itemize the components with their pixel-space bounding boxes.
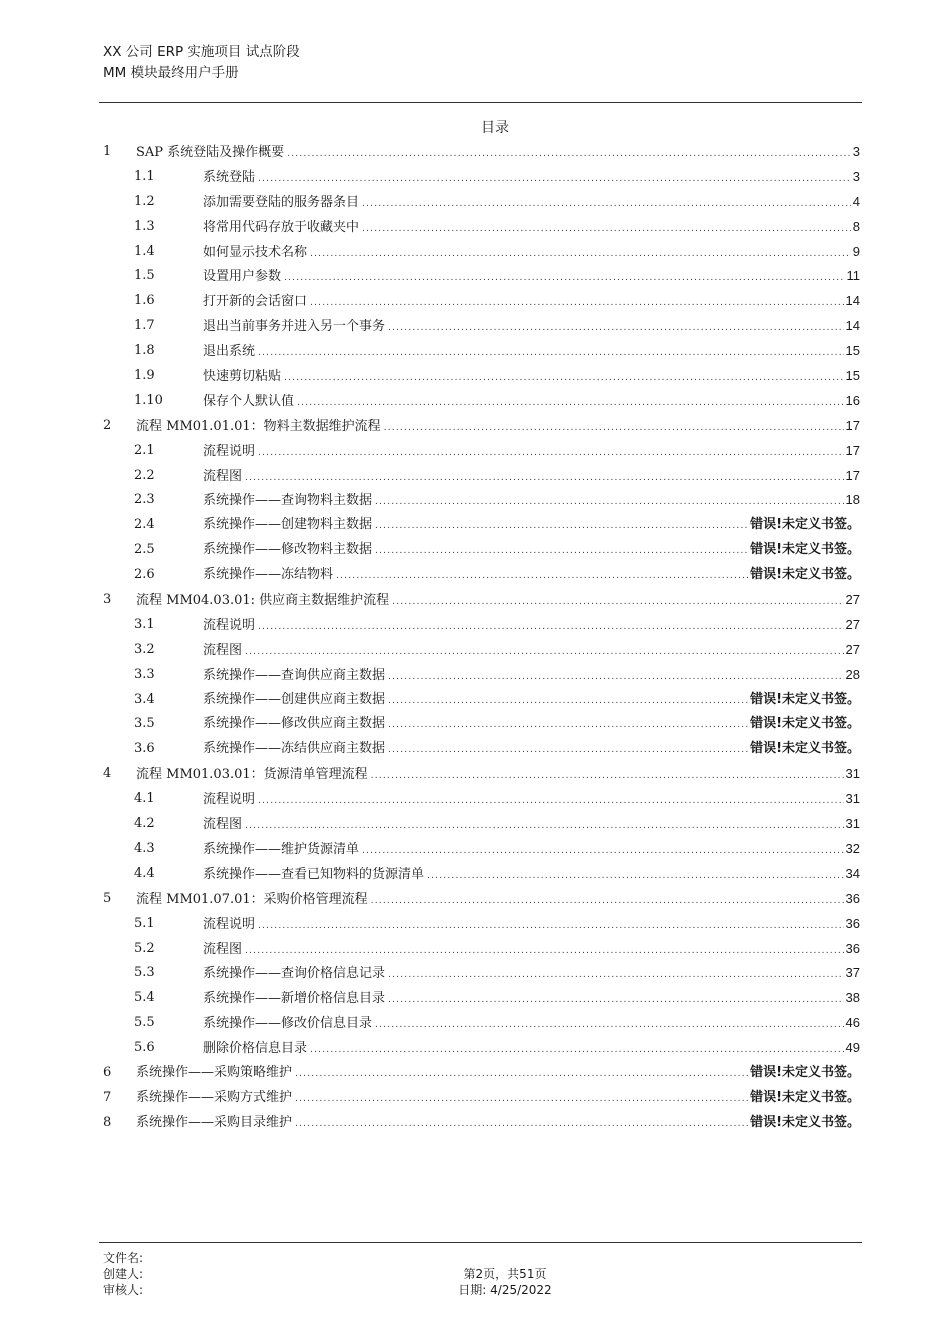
toc-dot-leader: [388, 713, 748, 738]
toc-entry-page: 3: [852, 168, 860, 184]
toc-entry-bookmark-error: 错误!未定义书签。: [750, 517, 860, 533]
toc-entry-line: [203, 937, 860, 964]
toc-entry-page: 46: [845, 1015, 860, 1031]
toc-entry-number: 2: [103, 417, 112, 433]
toc-entry[interactable]: [103, 912, 860, 937]
toc-entry-title: 系统操作——查看已知物料的货源清单: [203, 866, 425, 882]
toc-entry-line: [203, 638, 860, 665]
toc-entry-title: 系统操作——创建供应商主数据: [203, 691, 386, 707]
toc-entry-page: 32: [845, 840, 860, 856]
toc-entry-number: 1.1: [134, 168, 155, 184]
toc-entry-title: 系统操作——新增价格信息目录: [203, 991, 386, 1007]
toc-entry-page: 9: [852, 243, 860, 259]
toc-entry-line: [203, 364, 860, 391]
toc-entry-bookmark-error: 错误!未定义书签。: [750, 741, 860, 757]
toc-entry-page: 16: [845, 392, 860, 408]
toc-dot-leader: [388, 738, 748, 763]
footer-page-info-block: [430, 1266, 580, 1298]
toc-dot-leader: [258, 341, 844, 366]
page-header: [103, 42, 300, 84]
toc-entry-line: [203, 986, 860, 1013]
toc-entry[interactable]: [103, 887, 860, 912]
toc-entry-line: [203, 165, 860, 192]
toc-dot-leader: [388, 316, 844, 341]
toc-dot-leader: [245, 466, 844, 491]
toc-entry-number: 4.1: [134, 791, 155, 807]
toc-dot-leader: [362, 192, 851, 217]
toc-entry-number: 3.3: [134, 666, 155, 682]
toc-entry[interactable]: [103, 289, 860, 314]
toc-entry-line: [203, 240, 860, 267]
toc-entry-number: 4.2: [134, 816, 155, 832]
toc-entry-line: [136, 762, 860, 789]
toc-entry-page: 18: [845, 492, 860, 508]
toc-dot-leader: [375, 490, 844, 515]
toc-entry-number: 1: [103, 144, 112, 159]
toc-entry-bookmark-error: 错误!未定义书签。: [750, 691, 860, 707]
toc-entry-number: 3.6: [134, 741, 155, 757]
toc-entry-title: 流程 MM01.07.01：采购价格管理流程: [136, 891, 368, 907]
toc-entry[interactable]: [103, 638, 860, 663]
toc-entry-page: 15: [845, 343, 860, 359]
toc-entry[interactable]: [103, 986, 860, 1011]
toc-entry-title: 系统登陆: [203, 169, 256, 185]
toc-entry-line: [203, 215, 860, 242]
toc-entry-line: [136, 1061, 860, 1087]
toc-dot-leader: [245, 939, 844, 964]
toc-entry-title: 退出系统: [203, 344, 256, 360]
toc-entry[interactable]: [103, 439, 860, 464]
toc-dot-leader: [310, 291, 844, 316]
toc-dot-leader: [245, 814, 844, 839]
toc-entry-number: 1.9: [134, 368, 155, 384]
toc-entry-page: 31: [845, 766, 860, 782]
toc-entry-number: 5.6: [134, 1040, 155, 1056]
toc-dot-leader: [384, 416, 844, 441]
toc-dot-leader: [258, 615, 844, 640]
toc-entry[interactable]: [103, 190, 860, 215]
toc-entry[interactable]: [103, 613, 860, 638]
toc-entry-bookmark-error: 错误!未定义书签。: [750, 716, 860, 732]
toc-entry[interactable]: [103, 264, 860, 289]
toc-entry-bookmark-error: 错误!未定义书签。: [750, 1089, 860, 1105]
toc-entry-number: 2.5: [134, 542, 155, 558]
toc-entry-line: [203, 862, 860, 889]
toc-dot-leader: [310, 1038, 844, 1063]
toc-dot-leader: [258, 914, 844, 939]
toc-entry-title: SAP 系统登陆及操作概要: [136, 145, 285, 160]
footer-file-name: 文件名:: [103, 1251, 144, 1265]
toc-entry-page: 31: [845, 791, 860, 807]
toc-dot-leader: [258, 167, 851, 192]
toc-entry-number: 6: [103, 1064, 112, 1080]
page-footer: [103, 1250, 143, 1298]
toc-entry-page: 8: [852, 218, 860, 234]
toc-entry-number: 3: [103, 592, 112, 608]
toc-entry-number: 8: [103, 1114, 112, 1130]
toc-entry-page: 3: [852, 144, 860, 159]
toc-entry-number: 5.4: [134, 990, 155, 1006]
toc-entry-number: 1.6: [134, 293, 155, 309]
toc-entry-page: 15: [845, 368, 860, 384]
toc-entry-page: 36: [845, 890, 860, 906]
toc-entry-bookmark-error: 错误!未定义书签。: [750, 542, 860, 558]
toc-dot-leader: [375, 539, 748, 564]
toc-dot-leader: [295, 1062, 748, 1087]
toc-entry-number: 2.2: [134, 467, 155, 483]
toc-entry-line: [203, 1011, 860, 1038]
toc-dot-leader: [245, 640, 844, 665]
toc-entry-number: 5: [103, 890, 112, 906]
toc-entry-page: 27: [845, 592, 860, 608]
toc-entry-title: 系统操作——修改供应商主数据: [203, 716, 386, 732]
toc-entry[interactable]: [103, 1061, 860, 1086]
table-of-contents: [103, 140, 860, 1136]
toc-entry-title: 流程 MM04.03.01: 供应商主数据维护流程: [136, 593, 390, 609]
toc-entry-line: [203, 563, 860, 589]
footer-date: 日期: 4/25/2022: [458, 1283, 552, 1297]
toc-entry-line: [136, 414, 860, 441]
toc-entry-number: 1.7: [134, 318, 155, 334]
toc-entry[interactable]: [103, 488, 860, 513]
toc-dot-leader: [287, 142, 851, 167]
toc-entry-title: 流程说明: [203, 617, 256, 633]
toc-entry-title: 将常用代码存放于收藏夹中: [203, 219, 360, 235]
toc-entry-line: [136, 588, 860, 615]
toc-entry[interactable]: [103, 240, 860, 265]
toc-entry[interactable]: [103, 737, 860, 762]
toc-entry-title: 设置用户参数: [203, 269, 282, 285]
toc-entry-title: 保存个人默认值: [203, 393, 295, 409]
toc-entry[interactable]: [103, 538, 860, 563]
toc-entry-title: 系统操作——查询价格信息记录: [203, 966, 386, 982]
toc-entry-page: 27: [845, 616, 860, 632]
toc-entry[interactable]: [103, 862, 860, 887]
toc-entry-title: 添加需要登陆的服务器条目: [203, 194, 360, 210]
toc-dot-leader: [388, 665, 844, 690]
toc-dot-leader: [362, 217, 851, 242]
footer-page-number: 第2页，共51页: [463, 1267, 547, 1281]
toc-entry-title: 系统操作——修改物料主数据: [203, 542, 373, 558]
toc-entry-line: [203, 314, 860, 341]
toc-entry-line: [203, 513, 860, 539]
toc-dot-leader: [295, 1112, 748, 1137]
toc-entry-page: 31: [845, 816, 860, 832]
toc-entry-title: 系统操作——修改价信息目录: [203, 1016, 373, 1032]
toc-dot-leader: [362, 839, 844, 864]
toc-entry-title: 流程说明: [203, 916, 256, 932]
toc-entry-line: [203, 613, 860, 640]
toc-entry-title: 流程说明: [203, 792, 256, 808]
toc-dot-leader: [284, 266, 844, 291]
toc-dot-leader: [295, 1087, 748, 1112]
toc-entry[interactable]: [103, 762, 860, 787]
toc-entry-title: 系统操作——创建物料主数据: [203, 517, 373, 533]
toc-entry-page: 17: [845, 467, 860, 483]
toc-entry-number: 5.2: [134, 940, 155, 956]
toc-entry-line: [203, 439, 860, 466]
toc-dot-leader: [388, 963, 844, 988]
toc-entry-line: [136, 140, 860, 167]
toc-entry-number: 2.4: [134, 517, 155, 533]
toc-entry[interactable]: [103, 1111, 860, 1136]
toc-entry-line: [203, 712, 860, 738]
toc-entry-title: 流程说明: [203, 443, 256, 459]
toc-dot-leader: [388, 988, 844, 1013]
toc-entry-page: 11: [846, 268, 860, 284]
toc-entry-page: 36: [845, 940, 860, 956]
header-project-title: XX 公司 ERP 实施项目 试点阶段: [103, 44, 300, 60]
toc-entry[interactable]: [103, 215, 860, 240]
toc-entry-line: [136, 1111, 860, 1137]
toc-entry-page: 38: [845, 990, 860, 1006]
toc-entry-number: 5.5: [134, 1015, 155, 1031]
toc-entry-title: 流程图: [203, 642, 243, 658]
toc-entry-number: 3.2: [134, 641, 155, 657]
toc-entry[interactable]: [103, 339, 860, 364]
toc-entry[interactable]: [103, 1036, 860, 1061]
toc-entry-page: 49: [845, 1040, 860, 1056]
toc-entry-title: 流程图: [203, 941, 243, 957]
toc-entry[interactable]: [103, 165, 860, 190]
footer-reviewer: 审核人:: [103, 1283, 144, 1297]
toc-entry-page: 14: [845, 318, 860, 334]
toc-entry-title: 流程图: [203, 817, 243, 833]
toc-entry-line: [203, 464, 860, 491]
header-manual-title: MM 模块最终用户手册: [103, 65, 239, 81]
toc-entry[interactable]: [103, 937, 860, 962]
toc-entry-title: 流程 MM01.01.01：物料主数据维护流程: [136, 418, 381, 434]
toc-entry-line: [203, 912, 860, 939]
toc-dot-leader: [258, 441, 844, 466]
toc-entry-title: 系统操作——维护货源清单: [203, 841, 360, 857]
toc-entry-line: [203, 389, 860, 416]
toc-dot-leader: [297, 391, 844, 416]
toc-entry-line: [203, 737, 860, 763]
toc-entry-number: 1.5: [134, 268, 155, 284]
toc-entry-line: [203, 538, 860, 564]
toc-entry[interactable]: [103, 314, 860, 339]
toc-entry-bookmark-error: 错误!未定义书签。: [750, 567, 860, 583]
toc-entry-title: 系统操作——查询物料主数据: [203, 493, 373, 509]
toc-entry-number: 1.4: [134, 243, 155, 259]
toc-entry-title: 系统操作——冻结物料: [203, 567, 334, 583]
toc-entry[interactable]: [103, 712, 860, 737]
toc-entry-page: 27: [845, 641, 860, 657]
toc-entry-number: 3.1: [134, 616, 155, 632]
toc-entry-line: [203, 837, 860, 864]
header-divider: [99, 102, 862, 103]
toc-dot-leader: [375, 1013, 844, 1038]
toc-entry-line: [203, 787, 860, 814]
toc-entry-number: 5.1: [134, 915, 155, 931]
toc-entry[interactable]: [103, 812, 860, 837]
toc-entry-number: 1.8: [134, 343, 155, 359]
toc-dot-leader: [427, 864, 844, 889]
toc-entry-line: [136, 1086, 860, 1112]
toc-entry-title: 退出当前事务并进入另一个事务: [203, 319, 386, 335]
toc-entry-page: 14: [845, 293, 860, 309]
toc-entry-number: 1.10: [134, 392, 163, 408]
toc-entry-page: 17: [845, 442, 860, 458]
toc-entry-number: 4: [103, 766, 112, 782]
toc-entry-page: 17: [845, 417, 860, 433]
toc-entry-number: 7: [103, 1089, 112, 1105]
toc-entry[interactable]: [103, 588, 860, 613]
toc-dot-leader: [336, 564, 748, 589]
toc-entry[interactable]: [103, 663, 860, 688]
toc-entry-line: [203, 663, 860, 690]
toc-entry-title: 如何显示技术名称: [203, 244, 308, 260]
toc-entry-title: 删除价格信息目录: [203, 1041, 308, 1057]
toc-entry[interactable]: [103, 1086, 860, 1111]
toc-entry-number: 3.5: [134, 716, 155, 732]
toc-entry-number: 2.1: [134, 442, 155, 458]
toc-entry-number: 5.3: [134, 965, 155, 981]
toc-entry-line: [203, 812, 860, 839]
toc-entry[interactable]: [103, 464, 860, 489]
toc-entry-number: 4.4: [134, 865, 155, 881]
toc-entry[interactable]: [103, 140, 860, 165]
toc-entry-line: [203, 289, 860, 316]
toc-entry-line: [203, 688, 860, 714]
toc-dot-leader: [388, 689, 748, 714]
toc-entry-title: 流程图: [203, 468, 243, 484]
toc-entry[interactable]: [103, 961, 860, 986]
toc-entry[interactable]: [103, 563, 860, 588]
toc-entry[interactable]: [103, 414, 860, 439]
toc-entry-page: 36: [845, 915, 860, 931]
toc-entry-page: 34: [845, 865, 860, 881]
footer-creator: 创建人:: [103, 1267, 144, 1281]
toc-dot-leader: [371, 764, 844, 789]
toc-dot-leader: [258, 789, 844, 814]
toc-dot-leader: [284, 366, 844, 391]
toc-dot-leader: [392, 590, 843, 615]
toc-entry-title: 系统操作——采购方式维护: [136, 1089, 293, 1105]
toc-entry-page: 37: [845, 965, 860, 981]
toc-entry-number: 3.4: [134, 691, 155, 707]
toc-entry-title: 快速剪切粘贴: [203, 369, 282, 385]
toc-entry-title: 流程 MM01.03.01：货源清单管理流程: [136, 767, 368, 783]
toc-entry-line: [203, 190, 860, 217]
toc-entry-page: 4: [852, 193, 860, 209]
toc-entry-number: 1.2: [134, 193, 155, 209]
toc-entry-bookmark-error: 错误!未定义书签。: [750, 1064, 860, 1080]
toc-entry-line: [203, 488, 860, 515]
toc-entry[interactable]: [103, 688, 860, 713]
toc-entry-title: 打开新的会话窗口: [203, 294, 308, 310]
toc-entry[interactable]: [103, 364, 860, 389]
toc-entry-line: [203, 264, 860, 291]
toc-title: 目录: [481, 120, 509, 136]
toc-entry[interactable]: [103, 787, 860, 812]
toc-entry[interactable]: [103, 513, 860, 538]
toc-entry-title: 系统操作——冻结供应商主数据: [203, 741, 386, 757]
toc-entry[interactable]: [103, 1011, 860, 1036]
toc-entry-line: [203, 961, 860, 988]
toc-entry-page: 28: [845, 666, 860, 682]
toc-entry[interactable]: [103, 837, 860, 862]
toc-entry-title: 系统操作——采购策略维护: [136, 1064, 293, 1080]
toc-entry-line: [203, 339, 860, 366]
toc-dot-leader: [310, 242, 851, 267]
toc-dot-leader: [375, 514, 748, 539]
toc-entry-number: 1.3: [134, 218, 155, 234]
toc-entry-line: [203, 1036, 860, 1063]
toc-entry-line: [136, 887, 860, 914]
toc-entry-number: 2.6: [134, 567, 155, 583]
toc-entry-bookmark-error: 错误!未定义书签。: [750, 1114, 860, 1130]
toc-entry[interactable]: [103, 389, 860, 414]
toc-entry-title: 系统操作——查询供应商主数据: [203, 667, 386, 683]
footer-divider: [99, 1242, 862, 1243]
toc-entry-number: 4.3: [134, 840, 155, 856]
toc-entry-title: 系统操作——采购目录维护: [136, 1114, 293, 1130]
toc-dot-leader: [371, 889, 844, 914]
toc-entry-number: 2.3: [134, 492, 155, 508]
